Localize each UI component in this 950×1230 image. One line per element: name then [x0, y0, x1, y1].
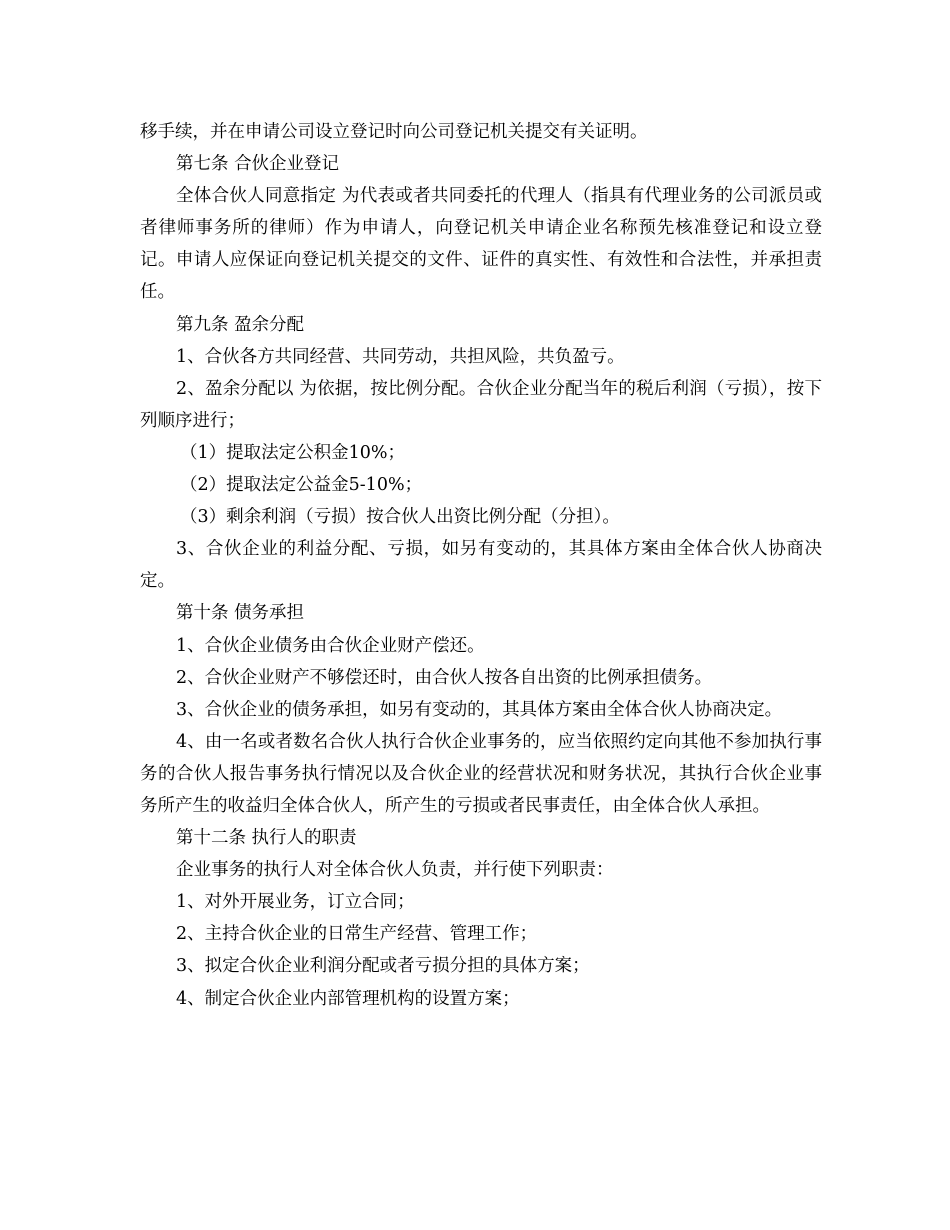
paragraph-registration: 全体合伙人同意指定 为代表或者共同委托的代理人（指具有代理业务的公司派员或者律师事务所的律师）作为申请人，向登记机关申请企业名称预先核准登记和设立登记。申请人应保证向登记机关提交的文件、证件的真实性、有效性和合法性，并承担责任。 [140, 186, 822, 303]
paragraph-duties-intro: 企业事务的执行人对全体合伙人负责，并行使下列职责： [176, 860, 614, 881]
heading-article-10: 第十条 债务承担 [176, 603, 305, 624]
list-item: 3、合伙企业的债务承担，如另有变动的，其具体方案由全体合伙人协商决定。 [176, 699, 783, 720]
list-item: 1、对外开展业务，订立合同； [176, 892, 415, 913]
paragraph-continuation: 移手续，并在申请公司设立登记时向公司登记机关提交有关证明。 [140, 122, 648, 142]
list-item: 3、拟定合伙企业利润分配或者亏损分担的具体方案； [176, 956, 590, 977]
list-item: 2、合伙企业财产不够偿还时，由合伙人按各自出资的比例承担债务。 [176, 667, 713, 688]
list-item: 4、制定合伙企业内部管理机构的设置方案； [176, 988, 520, 1009]
list-item: 1、合伙各方共同经营、共同劳动，共担风险，共负盈亏。 [176, 346, 625, 367]
list-item: 1、合伙企业债务由合伙企业财产偿还。 [176, 635, 485, 656]
document-body [140, 116, 822, 1015]
heading-article-7: 第七条 合伙企业登记 [176, 154, 340, 175]
heading-article-12: 第十二条 执行人的职责 [176, 828, 357, 849]
heading-article-9: 第九条 盈余分配 [176, 314, 305, 335]
sub-list-item: （1）提取法定公积金10%； [180, 442, 406, 463]
sub-list-item: （2）提取法定公益金5-10%； [180, 475, 423, 496]
list-item: 4、由一名或者数名合伙人执行合伙企业事务的，应当依照约定向其他不参加执行事务的合伙人报告事务执行情况以及合伙企业的经营状况和财务状况，其执行合伙企业事务所产生的收益归全体合伙人，所产生的亏损或者民事责任，由全体合伙人承担。 [140, 731, 822, 816]
list-item: 2、主持合伙企业的日常生产经营、管理工作； [176, 924, 538, 945]
sub-list-item: （3）剩余利润（亏损）按合伙人出资比例分配（分担）。 [180, 507, 620, 528]
list-item: 3、合伙企业的利益分配、亏损，如另有变动的，其具体方案由全体合伙人协商决定。 [140, 539, 822, 592]
list-item: 2、盈余分配以 为依据，按比例分配。合伙企业分配当年的税后利润（亏损），按下列顺序进行； [140, 378, 822, 431]
